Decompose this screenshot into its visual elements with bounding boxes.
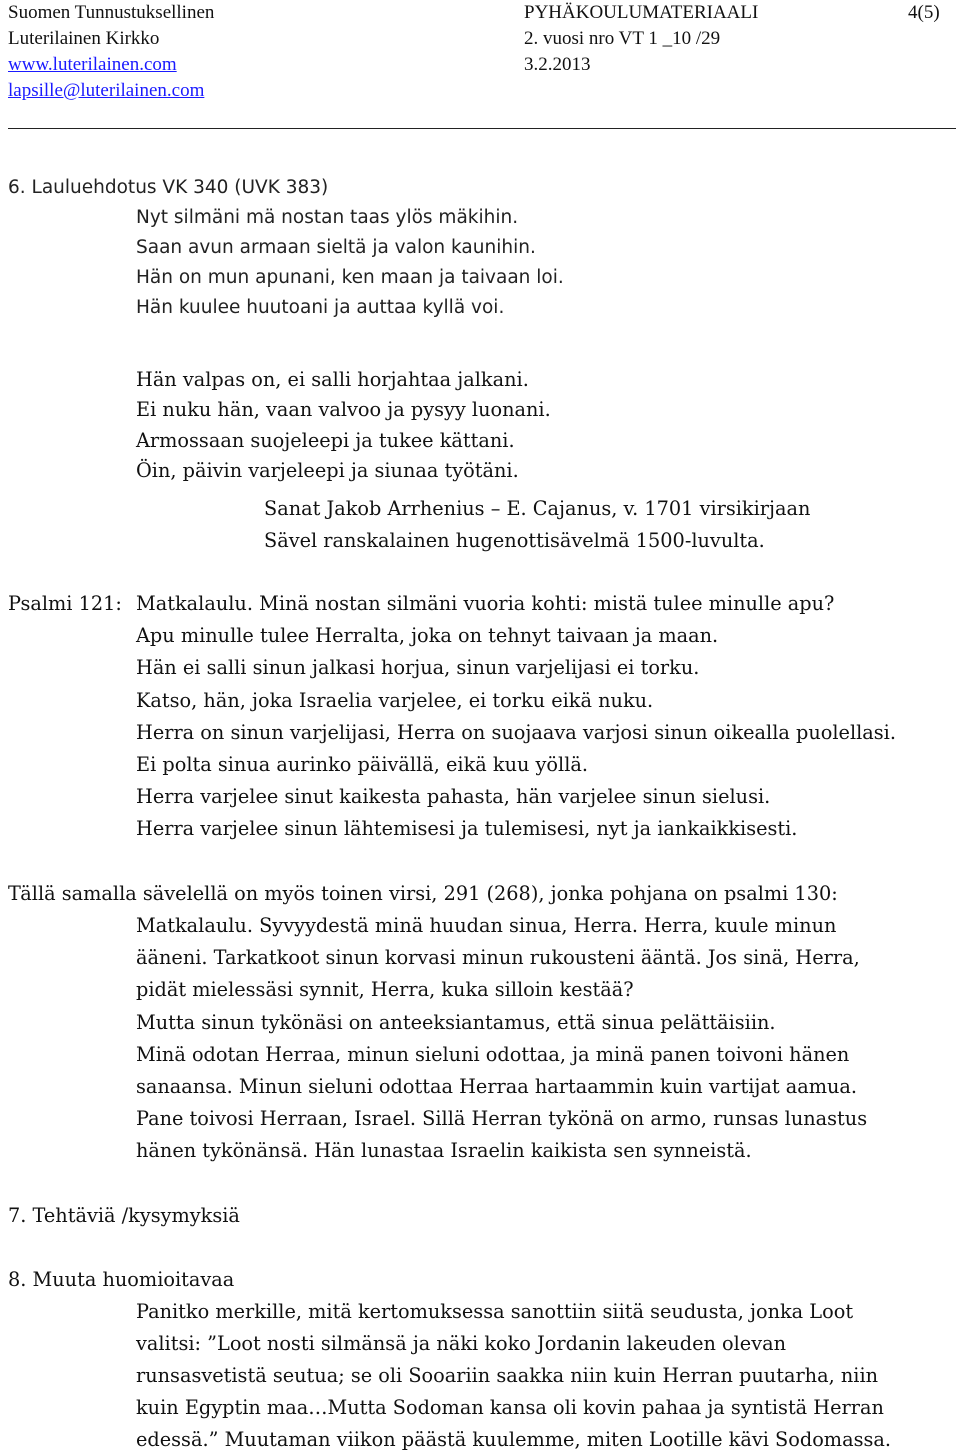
- note-line: kuin Egyptin maa…Mutta Sodoman kansa oli kovin pahaa ja syntistä Herran: [136, 1396, 884, 1419]
- psalm-line: Herra varjelee sinun lähtemisesi ja tulemisesi, nyt ja iankaikkisesti.: [136, 817, 798, 840]
- header-divider: [8, 128, 956, 129]
- header-middle: [524, 0, 758, 78]
- hymn-line: Öin, päivin varjeleepi ja siunaa työtäni.: [136, 459, 519, 482]
- page-number: 4(5): [908, 2, 940, 23]
- psalm-line: sanaansa. Minun sieluni odottaa Herraa hartaammin kuin vartijat aamua.: [136, 1075, 858, 1098]
- hymn-credit: Sävel ranskalainen hugenottisävelmä 1500-luvulta.: [264, 529, 765, 552]
- psalm-line: Pane toivosi Herraan, Israel. Sillä Herran tykönä on armo, runsas lunastus: [136, 1107, 868, 1130]
- note-line: Panitko merkille, mitä kertomuksessa sanottiin siitä seudusta, jonka Loot: [136, 1300, 854, 1323]
- psalm130-intro: Tällä samalla sävelellä on myös toinen virsi, 291 (268), jonka pohjana on psalmi 130:: [8, 882, 838, 905]
- psalm-line: Herra on sinun varjelijasi, Herra on suojaava varjosi sinun oikealla puolellasi.: [136, 721, 896, 744]
- issue-number: 2. vuosi nro VT 1 _10 /29: [524, 28, 721, 49]
- psalm-line: Apu minulle tulee Herralta, joka on tehnyt taivaan ja maan.: [136, 624, 719, 647]
- psalm-line: Katso, hän, joka Israelia varjelee, ei torku eikä nuku.: [136, 689, 654, 712]
- psalm-line: Matkalaulu. Minä nostan silmäni vuoria kohti: mistä tulee minulle apu?: [136, 592, 835, 615]
- psalm-line: Hän ei salli sinun jalkasi horjua, sinun varjelijasi ei torku.: [136, 656, 700, 679]
- psalm-line: ääneni. Tarkatkoot sinun korvasi minun rukousteni ääntä. Jos sinä, Herra,: [136, 946, 860, 969]
- psalm-line: hänen tykönänsä. Hän lunastaa Israelin kaikista sen synneistä.: [136, 1139, 752, 1162]
- website-link[interactable]: www.luterilainen.com: [8, 54, 177, 75]
- psalm-line: Matkalaulu. Syvyydestä minä huudan sinua, Herra. Herra, kuule minun: [136, 914, 837, 937]
- org-name-line1: Suomen Tunnustuksellinen: [8, 2, 215, 23]
- hymn-credit: Sanat Jakob Arrhenius – E. Cajanus, v. 1701 virsikirjaan: [264, 497, 811, 520]
- header-left: [8, 0, 214, 104]
- psalm-line: Mutta sinun tykönäsi on anteeksiantamus, että sinua pelättäisiin.: [136, 1011, 776, 1034]
- section6-heading: 6. Lauluehdotus VK 340 (UVK 383): [8, 177, 329, 198]
- hymn-line: Saan avun armaan sieltä ja valon kaunihin.: [136, 237, 536, 258]
- note-line: edessä.” Muutaman viikon päästä kuulemme, miten Lootille kävi Sodomassa.: [136, 1428, 892, 1451]
- note-line: valitsi: ”Loot nosti silmänsä ja näki koko Jordanin lakeuden olevan: [136, 1332, 787, 1355]
- psalm-line: Herra varjelee sinut kaikesta pahasta, hän varjelee sinun sielusi.: [136, 785, 771, 808]
- hymn-line: Hän valpas on, ei salli horjahtaa jalkani.: [136, 368, 529, 391]
- psalm-line: Minä odotan Herraa, minun sieluni odottaa, ja minä panen toivoni hänen: [136, 1043, 850, 1066]
- hymn-line: Ei nuku hän, vaan valvoo ja pysyy luonani.: [136, 398, 551, 421]
- note-line: runsasvetistä seutua; se oli Sooariin saakka niin kuin Herran puutarha, niin: [136, 1364, 879, 1387]
- psalm-line: Ei polta sinua aurinko päivällä, eikä kuu yöllä.: [136, 753, 588, 776]
- psalm121-label: Psalmi 121:: [8, 592, 122, 615]
- hymn-line: Nyt silmäni mä nostan taas ylös mäkihin.: [136, 207, 519, 228]
- org-name-line2: Luterilainen Kirkko: [8, 28, 160, 49]
- psalm-line: pidät mielessäsi synnit, Herra, kuka silloin kestää?: [136, 978, 634, 1001]
- document-date: 3.2.2013: [524, 54, 591, 75]
- email-link[interactable]: lapsille@luterilainen.com: [8, 80, 205, 101]
- material-title: PYHÄKOULUMATERIAALI: [524, 2, 759, 23]
- hymn-line: Armossaan suojeleepi ja tukee kättani.: [136, 429, 515, 452]
- hymn-line: Hän kuulee huutoani ja auttaa kyllä voi.: [136, 297, 505, 318]
- hymn-line: Hän on mun apunani, ken maan ja taivaan loi.: [136, 267, 564, 288]
- section8-heading: 8. Muuta huomioitavaa: [8, 1268, 235, 1291]
- section7-heading: 7. Tehtäviä /kysymyksiä: [8, 1204, 240, 1227]
